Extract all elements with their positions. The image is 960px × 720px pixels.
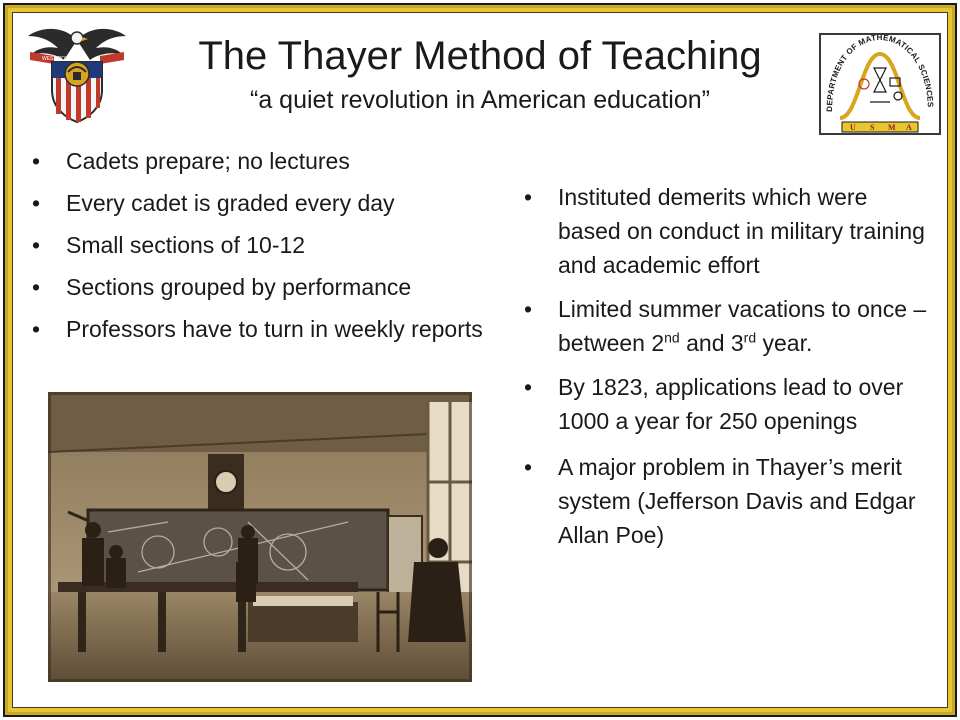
superscript-rd: rd (743, 329, 757, 346)
slide-subtitle: “a quiet revolution in American education” (250, 86, 710, 114)
bullet-text-part: Limited summer vacations to once – between 2 (558, 296, 927, 356)
bullet-text-part: year. (756, 330, 813, 356)
sepia-classroom-photo (48, 392, 472, 682)
superscript-nd: nd (664, 329, 680, 346)
bullet-item: • By 1823, applications lead to over 1000 a year for 250 openings (522, 370, 932, 438)
bullet-item: • Small sections of 10-12 (30, 230, 510, 260)
bullet-item (522, 292, 932, 360)
bullet-item: • Instituted demerits which were based on conduct in military training and academic effort (522, 180, 932, 282)
seal-letter-u: U (850, 123, 856, 132)
bullet-item: • A major problem in Thayer’s merit system (Jefferson Davis and Edgar Allan Poe) (522, 450, 932, 552)
seal-arc-text: DEPARTMENT OF MATHEMATICAL SCIENCES (824, 32, 935, 112)
bullet-item: • Cadets prepare; no lectures (30, 146, 510, 176)
seal-letter-m: M (888, 123, 896, 132)
left-bullet-list (30, 146, 510, 356)
bullet-text-part: and 3 (679, 330, 744, 356)
slide-title: The Thayer Method of Teaching (198, 34, 762, 78)
bullet-item: • Every cadet is graded every day (30, 188, 510, 218)
right-bullet-list (522, 180, 932, 552)
west-point-crest-icon (24, 22, 130, 126)
bullet-item: • Professors have to turn in weekly reports (30, 314, 506, 344)
seal-letter-s: S (870, 123, 875, 132)
crest-ribbon-left-text: WEST POINT (42, 56, 74, 62)
department-of-mathematical-sciences-seal-icon (818, 32, 942, 136)
seal-letter-a: A (906, 123, 912, 132)
bullet-item: • Sections grouped by performance (30, 272, 510, 302)
